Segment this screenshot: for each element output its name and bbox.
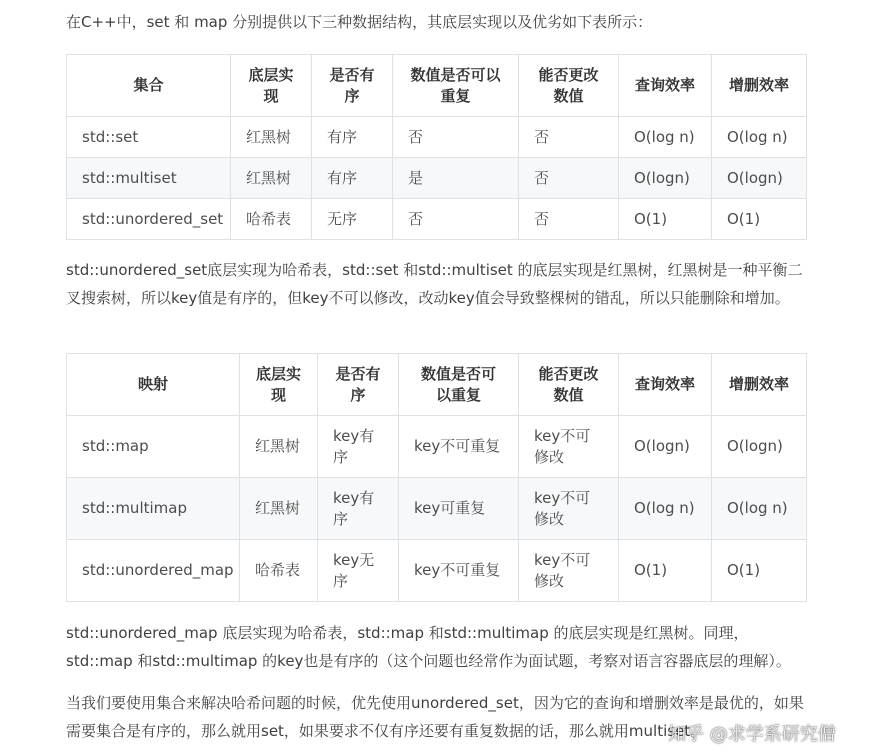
map-explanation-paragraph: std::unordered_map 底层实现为哈希表，std::map 和std::multimap 的底层实现是红黑树。同理，std::map 和std::multimap 的key也是有序的（这个问题也经常作为面试题，考察对语言容器底层的理解）。	[66, 624, 791, 670]
table-cell: 红黑树	[231, 117, 312, 158]
table-header-row	[67, 55, 807, 117]
table-cell: 是	[393, 158, 519, 199]
table-cell: key无序	[318, 540, 399, 602]
table-cell: key有序	[318, 416, 399, 478]
header-cell: 是否有序	[318, 354, 399, 416]
map-comparison-table	[66, 353, 807, 602]
table-cell: std::set	[67, 117, 231, 158]
watermark-text: 知乎 @求学系研究僧	[668, 724, 836, 745]
table-cell: 无序	[312, 199, 393, 240]
table-cell: std::unordered_set	[67, 199, 231, 240]
header-cell: 查询效率	[619, 55, 712, 117]
table-cell: O(1)	[712, 540, 807, 602]
table-cell: 哈希表	[240, 540, 318, 602]
table-cell: O(log n)	[712, 478, 807, 540]
header-cell: 增删效率	[712, 55, 807, 117]
usage-paragraph: 当我们要使用集合来解决哈希问题的时候，优先使用unordered_set，因为它的查询和增删效率是最优的，如果需要集合是有序的，那么就用set，如果要求不仅有序还要有重复数据的话，那么就用multiset。	[66, 694, 804, 740]
table-cell: 否	[519, 117, 619, 158]
table-cell: O(logn)	[712, 416, 807, 478]
set-explanation-paragraph: std::unordered_set底层实现为哈希表，std::set 和std::multiset 的底层实现是红黑树，红黑树是一种平衡二叉搜索树，所以key值是有序的，但key不可以修改，改动key值会导致整棵树的错乱，所以只能删除和增加。	[66, 261, 803, 307]
header-cell: 数值是否可以重复	[399, 354, 519, 416]
table-cell: O(logn)	[712, 158, 807, 199]
table-row	[67, 540, 807, 602]
table-row	[67, 478, 807, 540]
zhihu-watermark	[668, 720, 836, 746]
table-row	[67, 416, 807, 478]
table-row	[67, 158, 807, 199]
table-cell: 否	[393, 199, 519, 240]
header-cell: 增删效率	[712, 354, 807, 416]
table-cell: O(log n)	[712, 117, 807, 158]
header-cell: 能否更改数值	[519, 55, 619, 117]
table-cell: std::unordered_map	[67, 540, 240, 602]
header-cell: 是否有序	[312, 55, 393, 117]
table-cell: 否	[519, 199, 619, 240]
table-cell: key不可重复	[399, 540, 519, 602]
table-cell: O(log n)	[619, 478, 712, 540]
header-cell: 集合	[67, 55, 231, 117]
table-cell: key不可修改	[519, 540, 619, 602]
header-cell: 查询效率	[619, 354, 712, 416]
table-cell: O(1)	[619, 540, 712, 602]
table-cell: key有序	[318, 478, 399, 540]
table-row	[67, 117, 807, 158]
table-cell: std::map	[67, 416, 240, 478]
table-cell: O(logn)	[619, 158, 712, 199]
table-cell: 有序	[312, 117, 393, 158]
table-cell: 否	[393, 117, 519, 158]
table-cell: 有序	[312, 158, 393, 199]
table-cell: O(log n)	[619, 117, 712, 158]
table-cell: key不可重复	[399, 416, 519, 478]
header-cell: 映射	[67, 354, 240, 416]
table-cell: O(1)	[712, 199, 807, 240]
table-row	[67, 199, 807, 240]
table-cell: O(1)	[619, 199, 712, 240]
table-cell: 红黑树	[231, 158, 312, 199]
table-header-row	[67, 354, 807, 416]
table-cell: 红黑树	[240, 416, 318, 478]
table-cell: 红黑树	[240, 478, 318, 540]
table-cell: 哈希表	[231, 199, 312, 240]
intro-paragraph: 在C++中，set 和 map 分别提供以下三种数据结构，其底层实现以及优劣如下表所示：	[66, 13, 653, 31]
table-cell: key不可修改	[519, 478, 619, 540]
header-cell: 能否更改数值	[519, 354, 619, 416]
header-cell: 底层实现	[231, 55, 312, 117]
table-cell: std::multiset	[67, 158, 231, 199]
table-cell: key可重复	[399, 478, 519, 540]
table-cell: key不可修改	[519, 416, 619, 478]
header-cell: 数值是否可以重复	[393, 55, 519, 117]
table-cell: std::multimap	[67, 478, 240, 540]
table-cell: 否	[519, 158, 619, 199]
header-cell: 底层实现	[240, 354, 318, 416]
table-cell: O(logn)	[619, 416, 712, 478]
set-comparison-table	[66, 54, 807, 240]
